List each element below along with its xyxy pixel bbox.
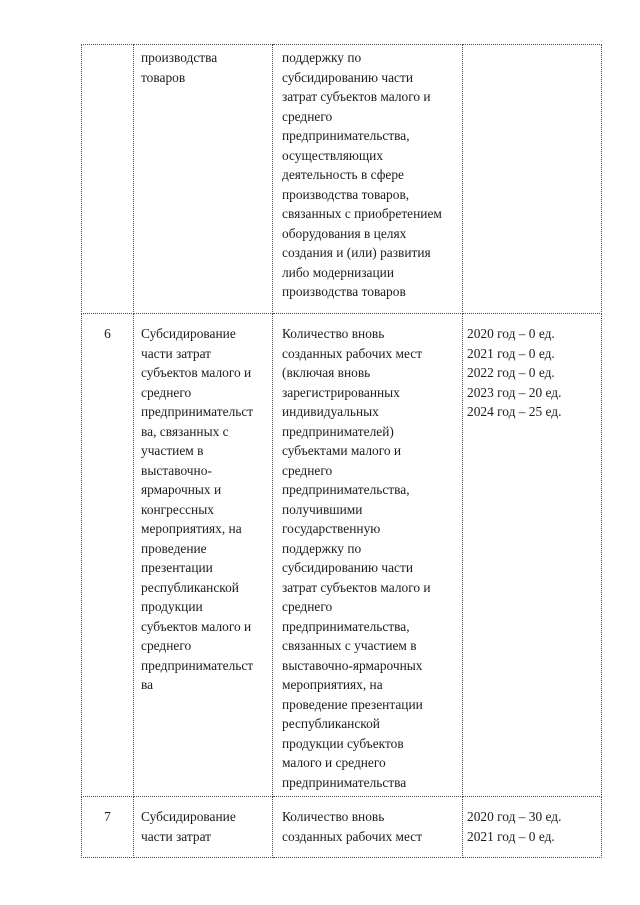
row-number-cell	[82, 45, 134, 314]
indicator-text-line: затрат субъектов малого и	[282, 89, 431, 104]
indicator-text-line: предпринимательства,	[282, 618, 410, 634]
indicator-text-line: субсидированию части	[282, 69, 413, 85]
indicator-text-line: зарегистрированных	[282, 384, 400, 400]
measure-name-cell	[134, 45, 273, 314]
indicator-text	[273, 314, 462, 792]
indicator-text-line: осуществляющих	[282, 147, 384, 163]
measure-name-line: товаров	[141, 69, 186, 85]
indicator-text-line: субъектами малого и	[282, 443, 402, 458]
indicator-text-line: выставочно-ярмарочных	[282, 657, 423, 673]
measure-name-line: производства	[141, 50, 218, 65]
measure-name-line: выставочно-	[141, 462, 212, 478]
target-values-line: 2020 год – 30 ед.	[467, 809, 562, 824]
measure-name-line: ва, связанных с	[141, 423, 229, 439]
indicator-text-cell	[273, 797, 463, 858]
indicator-text-cell	[273, 45, 463, 314]
target-values-line: 2024 год – 25 ед.	[467, 404, 562, 419]
indicator-text-line: поддержку по	[282, 50, 362, 65]
measure-name-line: субъектов малого и	[141, 618, 252, 634]
indicator-text	[273, 797, 462, 846]
indicator-text-line: получившими	[282, 501, 363, 517]
measure-name-line: субъектов малого и	[141, 365, 252, 380]
indicator-text-line: связанных с участием в	[282, 638, 417, 653]
indicator-text-line: мероприятиях, на	[282, 677, 383, 692]
target-values-cell	[463, 797, 602, 858]
measure-name-line: ярмарочных и	[141, 482, 222, 497]
indicator-text-line: связанных с приобретением	[282, 206, 442, 221]
measure-name-line: предпринимательст	[141, 404, 254, 419]
indicator-text-line: проведение презентации	[282, 696, 423, 712]
indicator-text-line: продукции субъектов	[282, 735, 404, 751]
table-row	[82, 797, 602, 858]
measure-name-line: мероприятиях, на	[141, 521, 242, 536]
indicator-text	[273, 45, 462, 302]
indicator-text-line: предпринимателей)	[282, 423, 394, 439]
measure-name-line: Субсидирование	[141, 809, 236, 824]
measure-name-line: участием в	[141, 443, 204, 458]
measure-name	[134, 45, 272, 87]
measure-name-cell	[134, 314, 273, 797]
measure-name	[134, 314, 272, 695]
indicator-text-line: субсидированию части	[282, 560, 413, 575]
measure-name-line: конгрессных	[141, 501, 214, 517]
target-values	[463, 797, 601, 846]
row-number-cell	[82, 797, 134, 858]
target-values-line: 2022 год – 0 ед.	[467, 365, 555, 380]
measure-name-line: проведение	[141, 540, 207, 556]
indicator-text-line: затрат субъектов малого и	[282, 579, 431, 595]
measure-name-line: продукции	[141, 599, 203, 614]
measure-name-line: среднего	[141, 384, 192, 400]
row-number: 7	[104, 809, 111, 824]
measure-name-line: предпринимательст	[141, 657, 254, 673]
indicator-text-line: поддержку по	[282, 540, 362, 556]
indicator-text-line: государственную	[282, 521, 381, 536]
target-values	[463, 314, 601, 422]
indicator-text-line: малого и среднего	[282, 755, 386, 770]
indicator-text-line: предпринимательства,	[282, 482, 410, 497]
row-number: 6	[104, 326, 111, 341]
indicator-text-line: Количество вновь	[282, 809, 385, 824]
target-values-line: 2020 год – 0 ед.	[467, 326, 555, 341]
indicator-text-line: среднего	[282, 108, 333, 124]
indicator-text-line: создания и (или) развития	[282, 245, 431, 260]
measure-name	[134, 797, 272, 846]
target-values	[463, 45, 601, 55]
target-values-cell	[463, 314, 602, 797]
table-row	[82, 45, 602, 314]
indicator-text-line: среднего	[282, 462, 333, 478]
measure-name-line: части затрат	[141, 345, 212, 361]
indicator-text-line: либо модернизации	[282, 264, 395, 280]
indicator-text-line: индивидуальных	[282, 404, 379, 419]
indicator-text-line: Количество вновь	[282, 326, 385, 341]
target-values-line: 2021 год – 0 ед.	[467, 345, 555, 361]
indicator-text-line: оборудования в целях	[282, 225, 407, 241]
measure-name-line: среднего	[141, 638, 192, 653]
indicator-text-line: деятельность в сфере	[282, 167, 404, 182]
measure-name-line: ва	[141, 677, 154, 692]
program-indicators-table	[81, 44, 602, 858]
indicator-text-line: производства товаров	[282, 284, 406, 299]
measure-name-line: части затрат	[141, 828, 212, 844]
measure-name-line: Субсидирование	[141, 326, 236, 341]
table-row	[82, 314, 602, 797]
target-values-line: 2023 год – 20 ед.	[467, 384, 562, 400]
indicator-text-cell	[273, 314, 463, 797]
indicator-text-line: созданных рабочих мест	[282, 345, 423, 361]
measure-name-cell	[134, 797, 273, 858]
indicator-text-line: созданных рабочих мест	[282, 828, 423, 844]
measure-name-line: республиканской	[141, 579, 239, 595]
indicator-text-line: предпринимательства,	[282, 128, 410, 143]
indicator-text-line: среднего	[282, 599, 333, 614]
row-number-cell	[82, 314, 134, 797]
indicator-text-line: предпринимательства	[282, 774, 407, 790]
indicator-text-line: республиканской	[282, 716, 380, 731]
target-values-cell	[463, 45, 602, 314]
indicator-text-line: производства товаров,	[282, 186, 410, 202]
target-values-line: 2021 год – 0 ед.	[467, 828, 555, 844]
measure-name-line: презентации	[141, 560, 213, 575]
indicator-text-line: (включая вновь	[282, 365, 371, 380]
